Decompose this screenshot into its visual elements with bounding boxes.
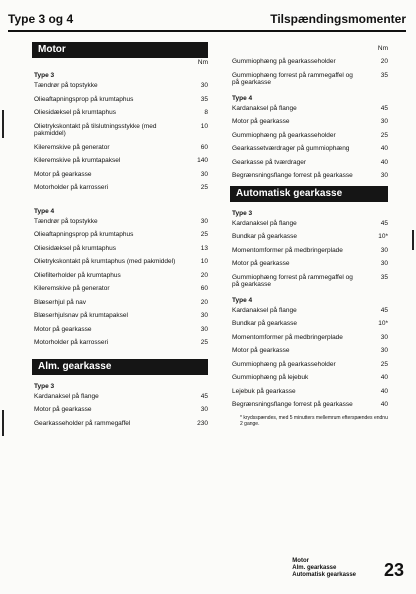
torque-label: Motor på gearkasse	[232, 118, 290, 125]
nm-header: Nm	[377, 45, 388, 52]
torque-label: Olietrykskontakt på tilslutningsstykke (med pakmiddel)	[34, 122, 157, 137]
torque-value: 230	[197, 419, 208, 427]
torque-value: 10*	[378, 320, 388, 327]
torque-row	[232, 132, 388, 140]
torque-row	[232, 347, 388, 355]
torque-value: 30	[380, 347, 388, 354]
torque-row	[34, 184, 208, 192]
footer-line: Motor	[292, 558, 309, 564]
torque-row	[232, 58, 388, 66]
header-title-right: Tilspændingsmomenter	[270, 12, 406, 26]
torque-label: Kileremskive på generator	[34, 143, 110, 151]
footer-line: Automatisk gearkasse	[292, 572, 356, 578]
margin-mark	[2, 410, 4, 436]
section-automatisk-gearkasse: Automatisk gearkasse	[230, 186, 388, 202]
subhead-alm-type3: Type 3	[34, 382, 55, 390]
torque-label: Begrænsningsflange forrest på gearkasse	[232, 172, 353, 179]
margin-mark	[2, 110, 4, 138]
torque-row	[34, 82, 208, 90]
torque-label: Kardanaksel på flange	[232, 104, 297, 112]
torque-row	[232, 145, 388, 153]
torque-value: 40	[380, 374, 388, 381]
torque-label: Olietrykskontakt på krumtaphus (med pakmiddel)	[34, 258, 176, 265]
torque-row	[232, 388, 388, 396]
torque-label: Blæserhjul på nav	[34, 298, 87, 306]
gearkasse-continued-list	[232, 58, 388, 87]
torque-value: 40	[380, 401, 388, 408]
torque-label: Gearkassetværdrager på gummiophæng	[232, 145, 350, 152]
torque-value: 25	[200, 184, 208, 191]
torque-value: 30	[380, 333, 388, 341]
footnote: * krydsspændes, med 5 minutters mellemrum efterspændes endnu 2 gange.	[240, 414, 388, 427]
auto-type3-list	[232, 220, 388, 289]
section-motor: Motor	[32, 42, 208, 58]
torque-value: 60	[200, 285, 208, 292]
torque-value: 40	[380, 387, 388, 395]
torque-row	[232, 307, 388, 315]
torque-row	[232, 72, 388, 87]
section-alm-gearkasse: Alm. gearkasse	[32, 359, 208, 375]
auto-type4-list	[232, 307, 388, 409]
torque-label: Gearkasseholder på rammegaffel	[34, 419, 131, 427]
right-column	[232, 42, 388, 427]
torque-label: Kardanaksel på flange	[34, 392, 99, 400]
torque-value: 20	[380, 58, 388, 65]
torque-row	[34, 123, 208, 138]
torque-label: Momentomformer på medbringerplade	[232, 246, 343, 254]
torque-label: Begrænsningsflange forrest på gearkasse	[232, 401, 353, 408]
torque-value: 30	[380, 118, 388, 125]
torque-label: Motor på gearkasse	[34, 170, 92, 178]
torque-label: Gearkasse på tværdrager	[232, 158, 307, 166]
torque-row	[232, 233, 388, 241]
torque-row	[34, 339, 208, 347]
torque-value: 45	[380, 219, 388, 227]
torque-value: 30	[380, 172, 388, 179]
torque-row	[34, 420, 208, 428]
torque-value: 30	[200, 217, 208, 225]
torque-value: 30	[200, 312, 208, 319]
header-rule	[8, 30, 406, 32]
torque-label: Olieaftapningsprop på krumtaphus	[34, 95, 134, 103]
torque-value: 30	[380, 246, 388, 254]
torque-value: 35	[380, 273, 388, 281]
torque-value: 25	[200, 231, 208, 238]
torque-row	[34, 272, 208, 280]
torque-value: 30	[380, 260, 388, 267]
torque-value: 8	[204, 109, 208, 116]
torque-value: 40	[380, 158, 388, 166]
torque-row	[34, 218, 208, 226]
torque-label: Tændrør på topstykke	[34, 217, 98, 225]
torque-label: Motor på gearkasse	[34, 325, 92, 333]
gearkasse-type4-list	[232, 105, 388, 180]
alm-gearkasse-list	[34, 393, 208, 428]
torque-value: 20	[200, 298, 208, 306]
torque-row	[232, 105, 388, 113]
torque-row	[34, 231, 208, 239]
torque-row	[34, 312, 208, 320]
torque-label: Lejebuk på gearkasse	[232, 387, 296, 395]
torque-label: Gummiophæng forrest på rammegaffel og på gearkasse	[232, 273, 353, 288]
torque-label: Blæserhjulsnav på krumtapaksel	[34, 312, 128, 319]
torque-value: 25	[380, 360, 388, 368]
torque-row	[232, 172, 388, 180]
torque-value: 35	[380, 71, 388, 79]
torque-row	[232, 260, 388, 268]
torque-label: Oliesidæksel på krumtaphus	[34, 109, 117, 116]
torque-label: Kileremskive på krumtapaksel	[34, 157, 121, 164]
torque-value: 10*	[378, 233, 388, 240]
torque-row	[34, 157, 208, 165]
torque-row	[34, 96, 208, 104]
torque-row	[34, 393, 208, 401]
torque-row	[232, 118, 388, 126]
torque-label: Gummiophæng på gearkasseholder	[232, 131, 336, 139]
subhead-type4: Type 4	[34, 207, 55, 215]
torque-value: 30	[200, 170, 208, 178]
page-header	[8, 12, 406, 32]
torque-value: 45	[200, 392, 208, 400]
torque-row	[232, 374, 388, 382]
torque-label: Motor på gearkasse	[232, 347, 290, 354]
torque-row	[232, 320, 388, 328]
torque-value: 10	[200, 258, 208, 265]
torque-row	[34, 258, 208, 266]
torque-label: Motorholder på karrosseri	[34, 339, 109, 346]
torque-label: Motor på gearkasse	[34, 406, 92, 413]
torque-label: Gummiophæng på gearkasseholder	[232, 58, 336, 65]
torque-row	[232, 220, 388, 228]
margin-mark	[412, 230, 414, 250]
torque-label: Gummiophæng forrest på rammegaffel og på gearkasse	[232, 71, 353, 86]
torque-row	[232, 361, 388, 369]
nm-header: Nm	[197, 59, 208, 66]
torque-value: 30	[200, 406, 208, 413]
torque-label: Motor på gearkasse	[232, 260, 290, 267]
torque-row	[232, 274, 388, 289]
subhead-type3: Type 3	[34, 72, 55, 79]
torque-value: 35	[200, 95, 208, 103]
torque-value: 13	[200, 244, 208, 252]
torque-label: Gummiophæng på lejebuk	[232, 374, 309, 381]
torque-label: Olieaftapningsprop på krumtaphus	[34, 231, 134, 238]
footer-line: Alm. gearkasse	[292, 565, 337, 571]
footer-sections	[292, 558, 356, 579]
torque-value: 140	[197, 157, 208, 164]
page-number: 23	[383, 560, 404, 580]
motor-type4-list	[34, 218, 208, 347]
torque-row	[232, 334, 388, 342]
left-column	[34, 42, 208, 433]
subhead-auto-type3: Type 3	[232, 209, 253, 217]
torque-label: Kardanaksel på flange	[232, 219, 297, 227]
header-title-left: Type 3 og 4	[8, 12, 74, 26]
torque-row	[232, 401, 388, 409]
motor-type3-list	[34, 82, 208, 192]
torque-label: Bundkar på gearkasse	[232, 320, 298, 327]
torque-value: 60	[200, 143, 208, 151]
subhead-type4: Type 4	[232, 94, 253, 102]
torque-value: 40	[380, 145, 388, 152]
torque-row	[232, 247, 388, 255]
torque-value: 30	[200, 325, 208, 333]
torque-row	[34, 144, 208, 152]
subhead-auto-type4: Type 4	[232, 296, 253, 304]
torque-label: Tændrør på topstykke	[34, 82, 98, 89]
torque-value: 25	[200, 339, 208, 346]
torque-row	[34, 299, 208, 307]
torque-row	[232, 159, 388, 167]
torque-value: 30	[200, 82, 208, 89]
torque-value: 10	[200, 122, 208, 130]
torque-label: Gummiophæng på gearkasseholder	[232, 360, 336, 368]
torque-row	[34, 171, 208, 179]
torque-label: Momentomformer på medbringerplade	[232, 333, 343, 341]
torque-label: Motorholder på karrosseri	[34, 184, 109, 191]
torque-row	[34, 109, 208, 117]
torque-label: Kardanaksel på flange	[232, 306, 297, 314]
torque-row	[34, 326, 208, 334]
torque-value: 20	[200, 271, 208, 279]
torque-row	[34, 245, 208, 253]
torque-row	[34, 285, 208, 293]
torque-value: 45	[380, 104, 388, 112]
torque-label: Bundkar på gearkasse	[232, 233, 298, 240]
torque-value: 25	[380, 131, 388, 139]
torque-value: 45	[380, 306, 388, 314]
torque-row	[34, 406, 208, 414]
torque-label: Oliesidæksel på krumtaphus	[34, 244, 117, 252]
torque-label: Oliefilterholder på krumtaphus	[34, 271, 121, 279]
torque-label: Kileremskive på generator	[34, 285, 110, 292]
